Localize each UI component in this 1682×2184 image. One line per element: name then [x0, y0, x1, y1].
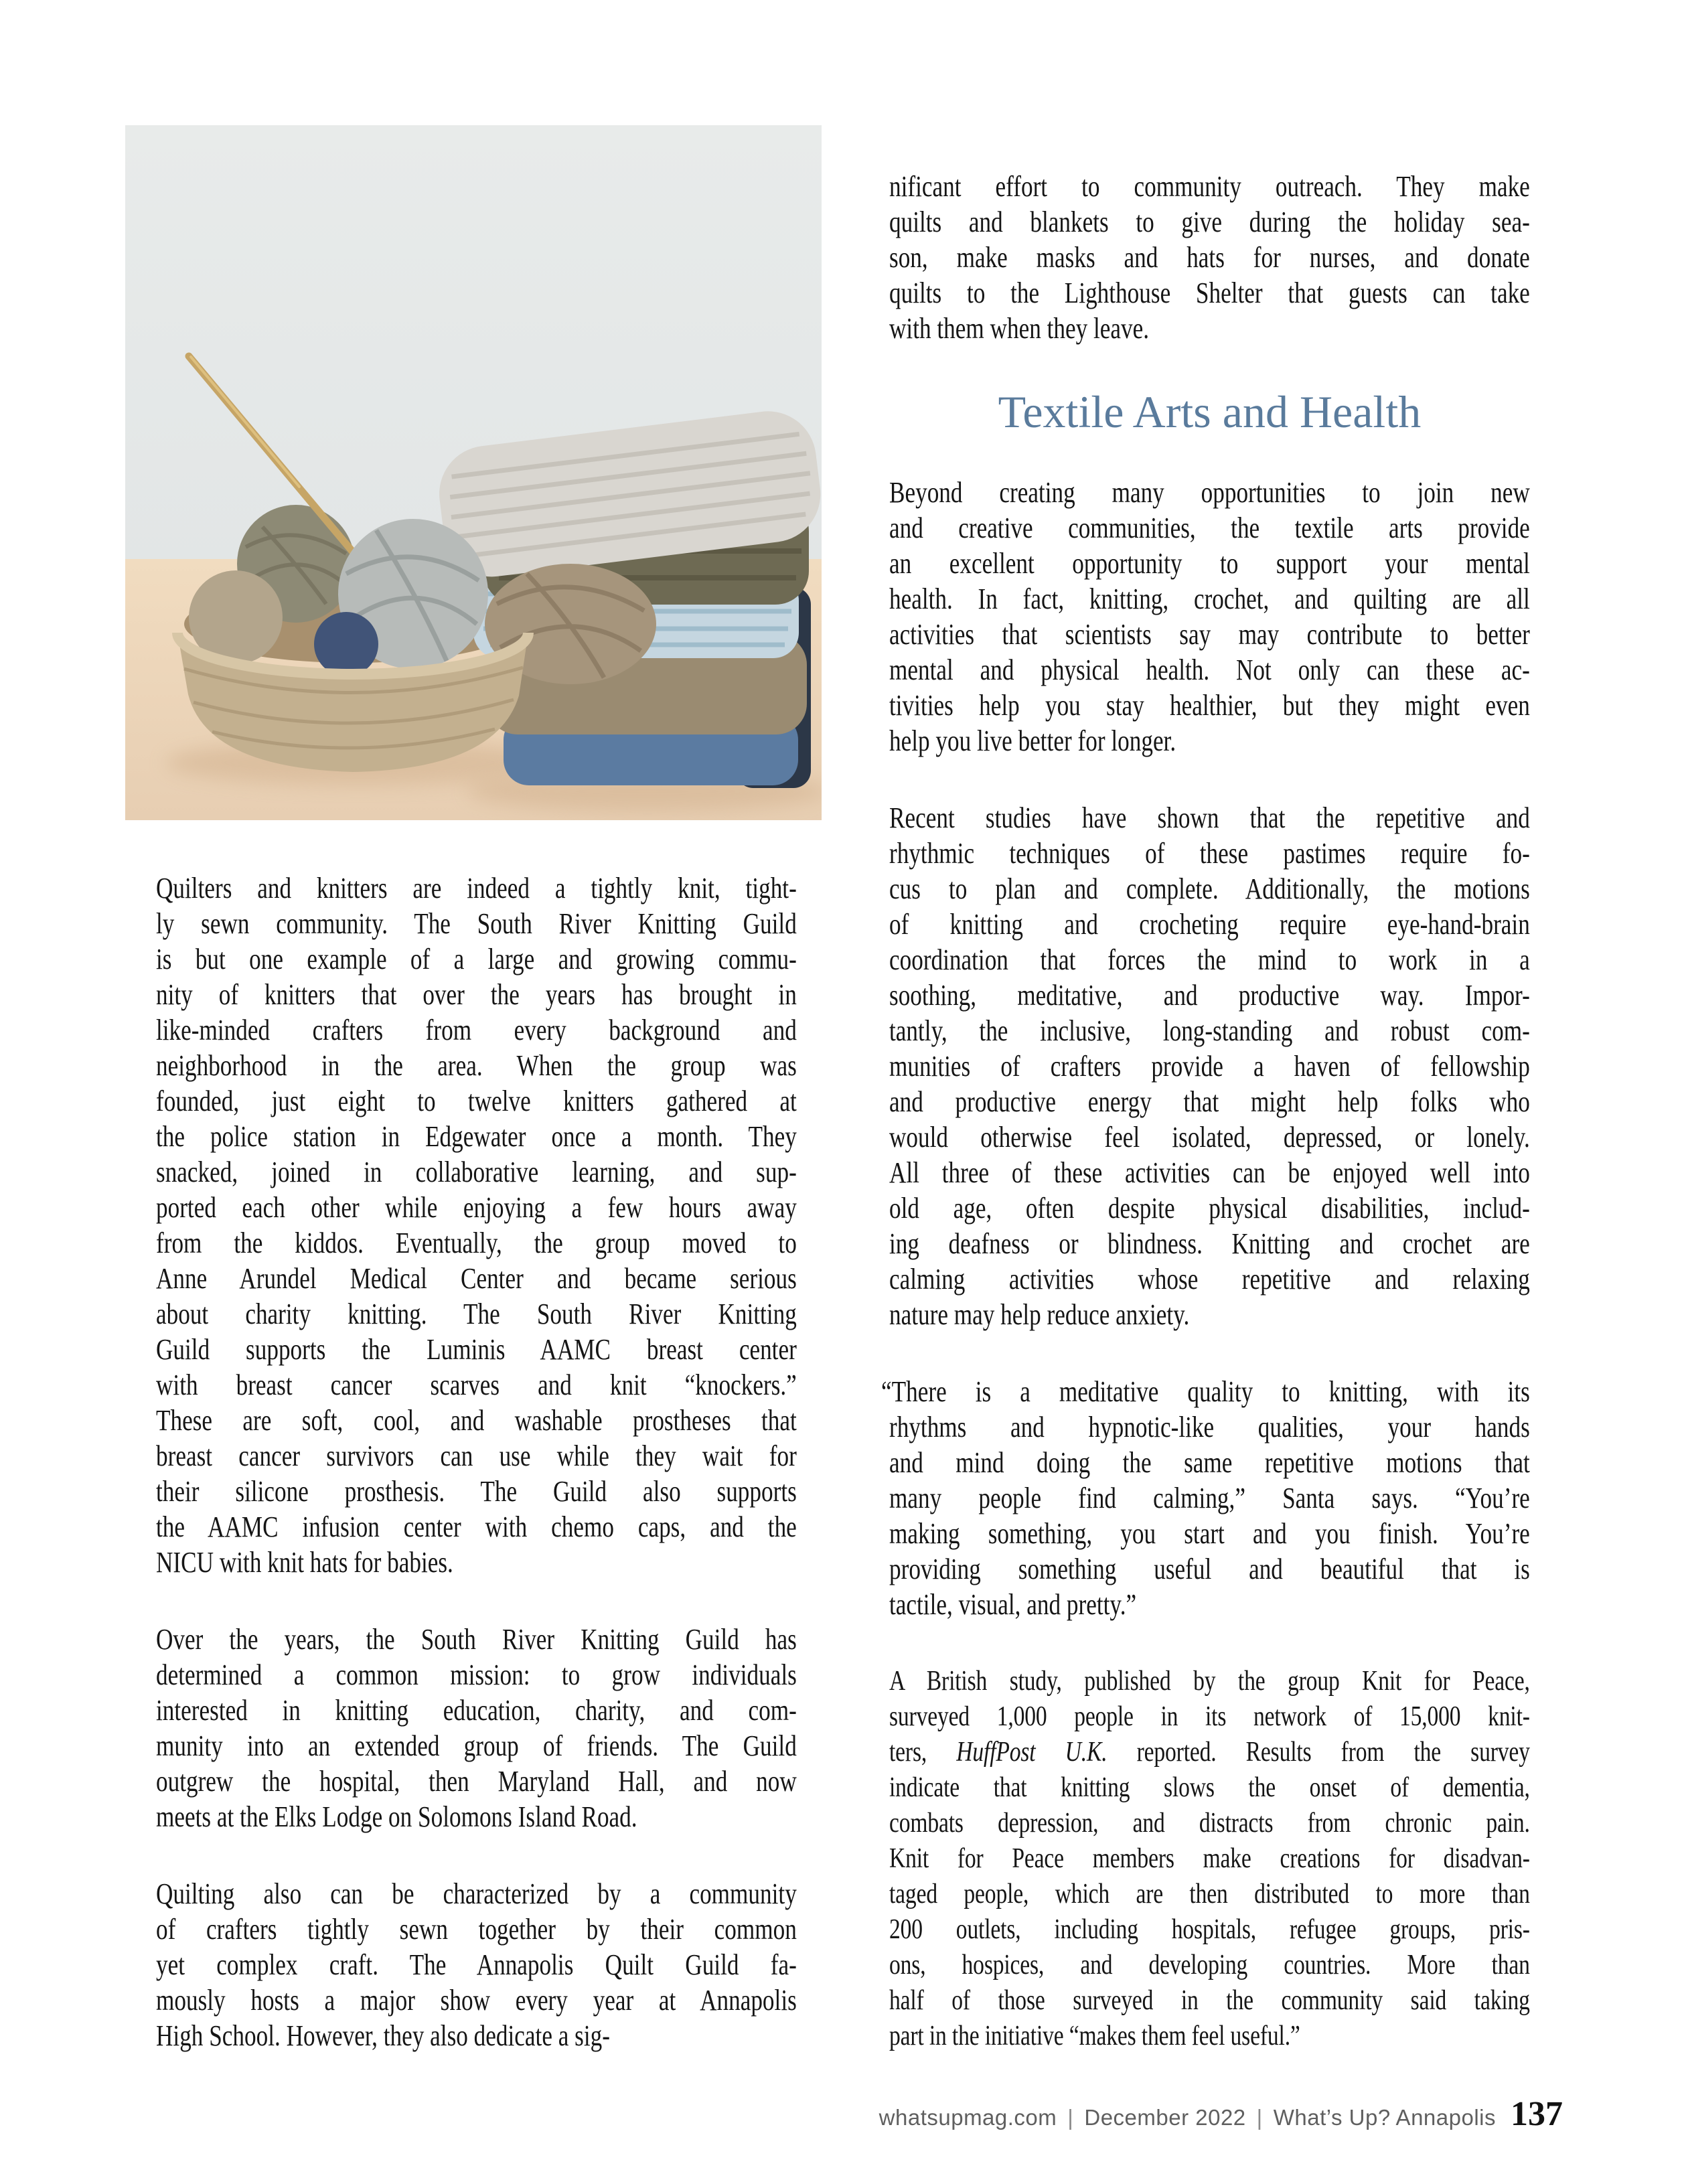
text-line: from the kiddos. Eventually, the group moved to [156, 1227, 797, 1259]
paragraph-community-outreach [889, 169, 1530, 346]
text-line: indicate that knitting slows the onset of dementia, [889, 1772, 1530, 1803]
text-line: “There is a meditative quality to knitting, with its [881, 1375, 1530, 1408]
text-line: son, make masks and hats for nurses, and donate [889, 241, 1530, 274]
text-line: like-minded crafters from every background and [156, 1014, 797, 1046]
text-line: neighborhood in the area. When the group was [156, 1049, 797, 1082]
text-line: surveyed 1,000 people in its network of 15,000 knit- [889, 1701, 1530, 1732]
footer-website: whatsupmag.com [878, 2105, 1057, 2130]
text-line: of crafters tightly sewn together by their common [156, 1913, 797, 1946]
text-line: A British study, published by the group Knit for Peace, [889, 1666, 1530, 1697]
text-line: and mind doing the same repetitive motions that [889, 1446, 1530, 1479]
text-line: their silicone prosthesis. The Guild also supports [156, 1475, 797, 1508]
text-line: is but one example of a large and growing commu- [156, 943, 797, 976]
text-line: rhythmic techniques of these pastimes require fo- [889, 837, 1530, 870]
paragraph-quilters-knitters [156, 870, 797, 1580]
text-line: ported each other while enjoying a few hours away [156, 1191, 797, 1224]
text-line: All three of these activities can be enjoyed well into [889, 1156, 1530, 1189]
text-line: half of those surveyed in the community said taking [889, 1985, 1530, 2016]
text-line: snacked, joined in collaborative learning, and sup- [156, 1156, 797, 1188]
text-line: ons, hospices, and developing countries. More than [889, 1950, 1530, 1980]
text-line: part in the initiative “makes them feel useful.” [889, 2021, 1300, 2051]
text-line: of knitting and crocheting require eye-hand-brain [889, 908, 1530, 941]
text-line: interested in knitting education, charity, and com- [156, 1694, 797, 1727]
text-line: munities of crafters provide a haven of fellowship [889, 1050, 1530, 1083]
text-line: High School. However, they also dedicate a sig- [156, 2019, 610, 2052]
text-line: about charity knitting. The South River Knitting [156, 1298, 797, 1330]
text-line: cus to plan and complete. Additionally, the motions [889, 872, 1530, 905]
page-footer [879, 2094, 1563, 2134]
section-heading: Textile Arts and Health [998, 386, 1422, 437]
text-line: tantly, the inclusive, long-standing and robust com- [889, 1014, 1530, 1047]
text-line: mental and physical health. Not only can these ac- [889, 653, 1530, 686]
footer-divider: | [1067, 2105, 1074, 2130]
text-line: ing deafness or blindness. Knitting and crochet are [889, 1227, 1530, 1260]
text-line: health. In fact, knitting, crochet, and quilting are all [889, 582, 1530, 615]
text-line: founded, just eight to twelve knitters gathered at [156, 1085, 797, 1117]
text-line: soothing, meditative, and productive way. Impor- [889, 979, 1530, 1012]
text-line: nity of knitters that over the years has brought in [156, 978, 797, 1011]
paragraph-guild-mission [156, 1622, 797, 1835]
text-line: many people find calming,” Santa says. “You’re [889, 1482, 1530, 1514]
text-line: Knit for Peace members make creations for disadvan- [889, 1843, 1530, 1874]
paragraph-british-study [889, 1664, 1530, 2054]
text-line: tactile, visual, and pretty.” [889, 1588, 1137, 1621]
paragraph-beyond-creating [889, 475, 1530, 759]
text-line: Beyond creating many opportunities to join new [889, 476, 1530, 509]
text-line: determined a common mission: to grow individuals [156, 1658, 797, 1691]
text-line: Recent studies have shown that the repetitive and [889, 801, 1530, 834]
footer-divider: | [1256, 2105, 1263, 2130]
text-line: Over the years, the South River Knitting Guild has [156, 1623, 797, 1656]
yarn-ball-navy [314, 612, 378, 676]
text-line: NICU with knit hats for babies. [156, 1546, 453, 1579]
text-line: rhythms and hypnotic-like qualities, your hands [889, 1411, 1530, 1444]
text-line: and creative communities, the textile arts provide [889, 512, 1530, 544]
text-line: providing something useful and beautiful that is [889, 1553, 1530, 1585]
text-line: mously hosts a major show every year at Annapolis [156, 1984, 797, 2017]
text-line: nificant effort to community outreach. They make [889, 170, 1530, 203]
text-line: Anne Arundel Medical Center and became serious [156, 1262, 797, 1295]
text-line: outgrew the hospital, then Maryland Hall, and now [156, 1765, 797, 1798]
text-line: coordination that forces the mind to work in a [889, 943, 1530, 976]
knitting-still-life-photo [125, 125, 822, 820]
text-line: would otherwise feel isolated, depressed, or lonely. [889, 1121, 1530, 1154]
footer-publication: What’s Up? Annapolis [1273, 2105, 1496, 2130]
text-line: tivities help you stay healthier, but they might even [889, 689, 1530, 722]
left-column [156, 870, 797, 2095]
text-line: Quilting also can be characterized by a community [156, 1877, 797, 1910]
text-line: quilts to the Lighthouse Shelter that guests can take [889, 277, 1530, 309]
footer-page-number: 137 [1511, 2095, 1563, 2133]
text-line: meets at the Elks Lodge on Solomons Island Road. [156, 1800, 637, 1833]
text-line: breast cancer survivors can use while they wait for [156, 1439, 797, 1472]
text-line: old age, often despite physical disabilities, includ- [889, 1192, 1530, 1225]
paragraph-recent-studies [889, 800, 1530, 1332]
text-line: 200 outlets, including hospitals, refugee groups, pris- [889, 1914, 1530, 1945]
text-line: combats depression, and distracts from chronic pain. [889, 1808, 1530, 1839]
text-line: Quilters and knitters are indeed a tightly knit, tight- [156, 872, 797, 905]
text-line: yet complex craft. The Annapolis Quilt Guild fa- [156, 1948, 797, 1981]
text-line: quilts and blankets to give during the holiday sea- [889, 206, 1530, 238]
text-line: the police station in Edgewater once a month. They [156, 1120, 797, 1153]
text-line: calming activities whose repetitive and relaxing [889, 1263, 1530, 1296]
text-line: ly sewn community. The South River Knitting Guild [156, 907, 797, 940]
paragraph-santa-quote [881, 1374, 1530, 1622]
text-line: making something, you start and you finish. You’re [889, 1517, 1530, 1550]
text-line: taged people, which are then distributed to more than [889, 1879, 1530, 1909]
text-line: help you live better for longer. [889, 724, 1176, 757]
text-line: munity into an extended group of friends. The Guild [156, 1729, 797, 1762]
text-line: Guild supports the Luminis AAMC breast center [156, 1333, 797, 1366]
text-line: with them when they leave. [889, 312, 1150, 345]
footer-issue: December 2022 [1084, 2105, 1246, 2130]
text-line: ters, HuffPost U.K. reported. Results from the survey [889, 1737, 1530, 1768]
paragraph-quilting-community [156, 1876, 797, 2053]
text-line: with breast cancer scarves and knit “knockers.” [156, 1369, 797, 1401]
knitting-photo-graphic [125, 125, 822, 820]
text-line: These are soft, cool, and washable prostheses that [156, 1404, 797, 1437]
text-line: an excellent opportunity to support your mental [889, 547, 1530, 580]
text-line: and productive energy that might help folks who [889, 1085, 1530, 1118]
text-line: nature may help reduce anxiety. [889, 1298, 1190, 1331]
text-line: activities that scientists say may contribute to better [889, 618, 1530, 651]
text-line: the AAMC infusion center with chemo caps, and the [156, 1510, 797, 1543]
right-column [881, 169, 1530, 2096]
